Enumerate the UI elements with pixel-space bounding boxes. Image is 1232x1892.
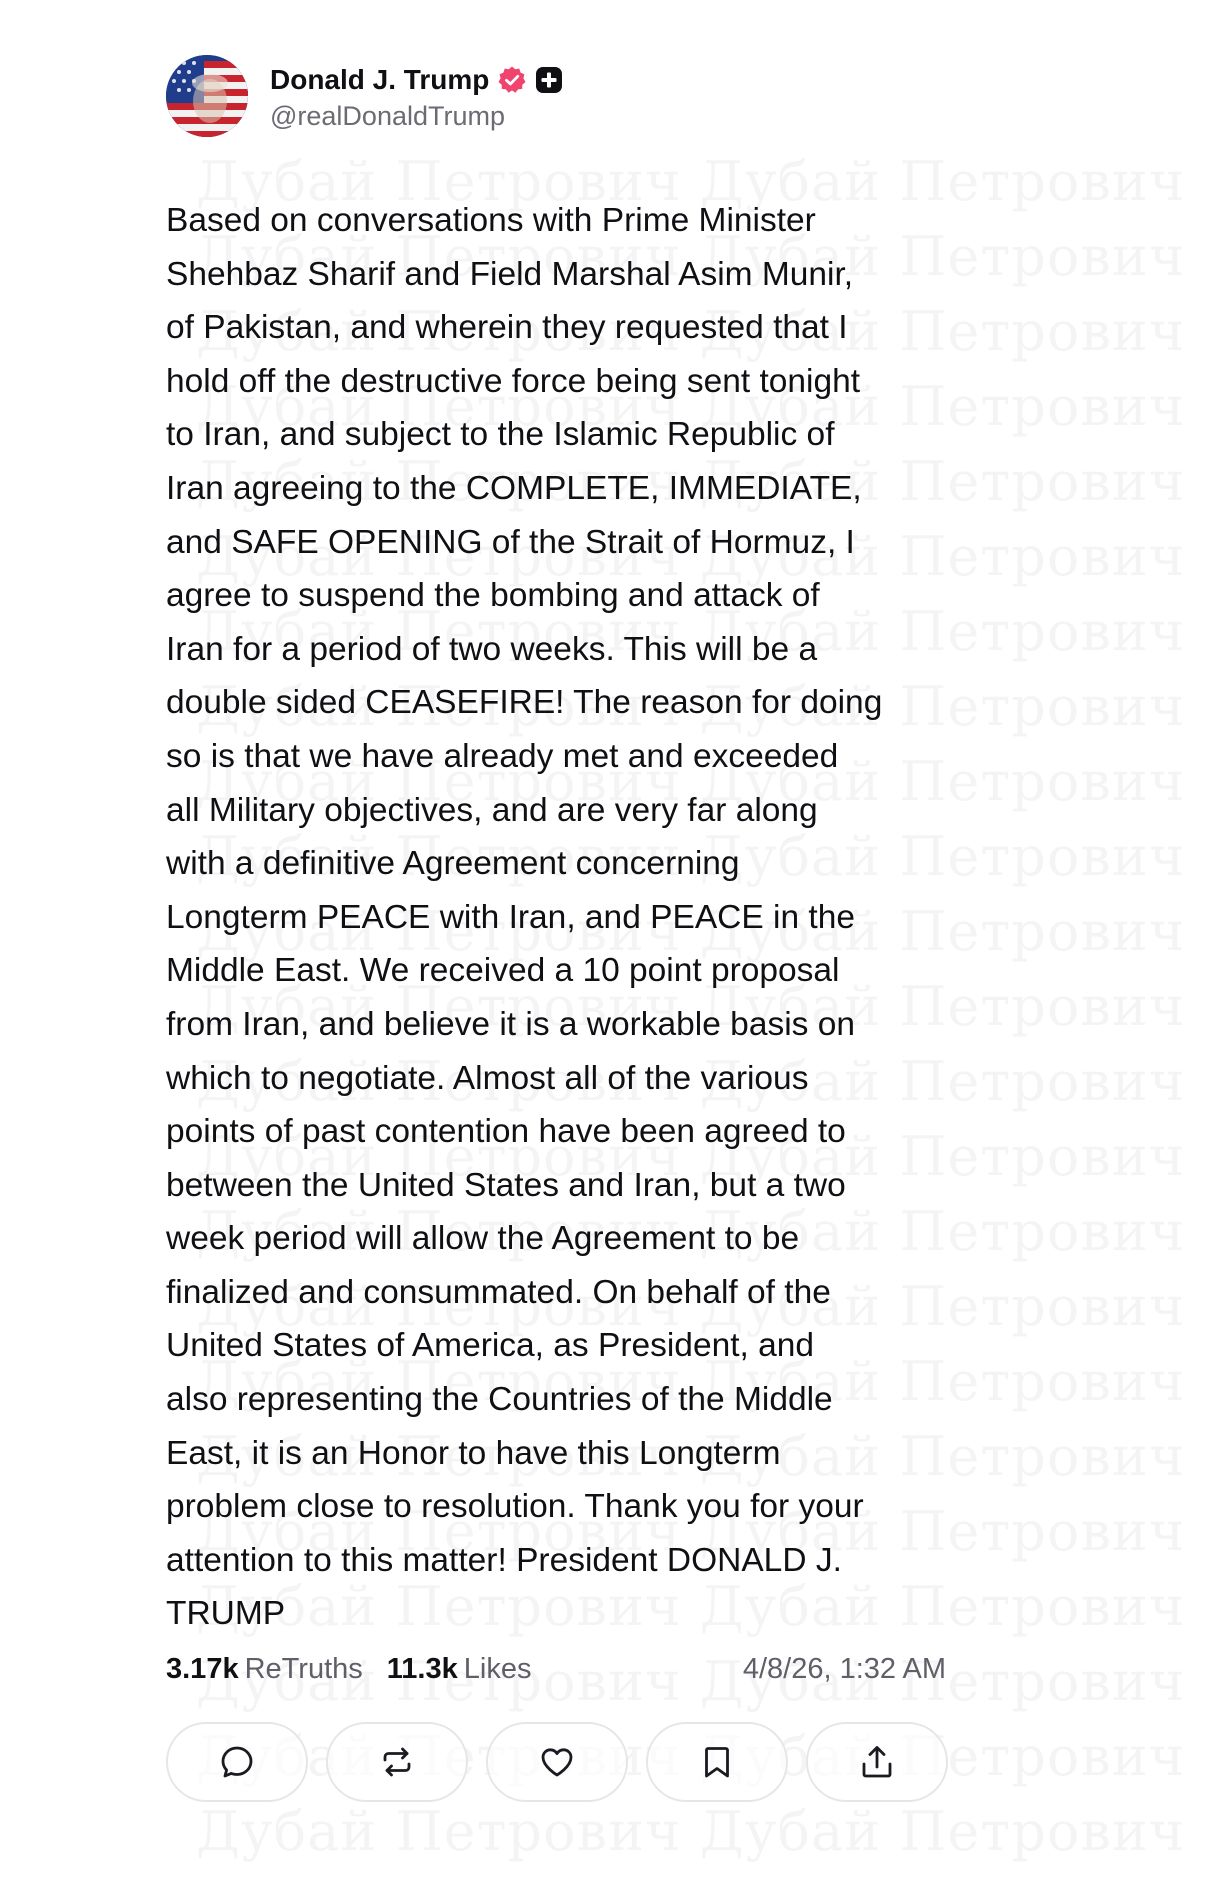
plus-subscription-icon [535, 66, 563, 94]
post-timestamp[interactable]: 4/8/26, 1:32 AM [742, 1652, 946, 1685]
bookmark-icon [698, 1743, 736, 1781]
watermark-text [196, 1800, 1185, 1863]
retruth-button[interactable] [326, 1722, 468, 1802]
heart-icon [538, 1743, 576, 1781]
flag-portrait-avatar-icon [166, 55, 248, 137]
likes-label[interactable]: Likes [463, 1652, 532, 1685]
retruths-label[interactable]: ReTruths [244, 1652, 363, 1685]
bookmark-button[interactable] [646, 1722, 788, 1802]
reply-button[interactable] [166, 1722, 308, 1802]
author-info [270, 61, 563, 132]
reply-icon [218, 1743, 256, 1781]
post-actions [166, 1722, 966, 1802]
post-body-text: Based on conversations with Prime Minister Shehbaz Sharif and Field Marshal Asim Munir, of Pakistan, and wherein they requested that I hold off the destructive force being sent tonight to Iran, and subject to the Islamic Republic of Iran agreeing to the COMPLETE, IMMEDIATE, and SAFE OPENING of the Strait of Hormuz, I agree to suspend the bombing and attack of Iran for a period of two weeks. This will be a double sided CEASEFIRE! The reason for doing so is that we have already met and exceeded all Military objectives, and are very far along with a definitive Agreement concerning Longterm PEACE with Iran, and PEACE in the Middle East. We received a 10 point proposal from Iran, and believe it is a workable basis on which to negotiate. Almost all of the various points of past contention have been agreed to between the United States and Iran, but a two week period will allow the Agreement to be finalized and consummated. On behalf of the United States of America, as President, and also representing the Countries of the Middle East, it is an Honor to have this Longterm problem close to resolution. Thank you for your attention to this matter! President DONALD J. TRUMP [166, 202, 883, 1633]
like-button[interactable] [486, 1722, 628, 1802]
share-icon [858, 1743, 896, 1781]
author-handle[interactable]: @realDonaldTrump [270, 100, 505, 131]
author-display-name[interactable]: Donald J. Trump [270, 63, 490, 95]
author-name-row [270, 61, 563, 99]
post-stats-bar [166, 1645, 946, 1693]
post-header [166, 54, 1066, 138]
truth-post [166, 54, 1066, 1685]
share-button[interactable] [806, 1722, 948, 1802]
avatar[interactable] [166, 55, 248, 137]
likes-count[interactable]: 11.3k [386, 1652, 458, 1685]
retruths-count[interactable]: 3.17k [166, 1652, 239, 1685]
verified-badge-icon [497, 65, 527, 95]
retruth-icon [378, 1743, 416, 1781]
